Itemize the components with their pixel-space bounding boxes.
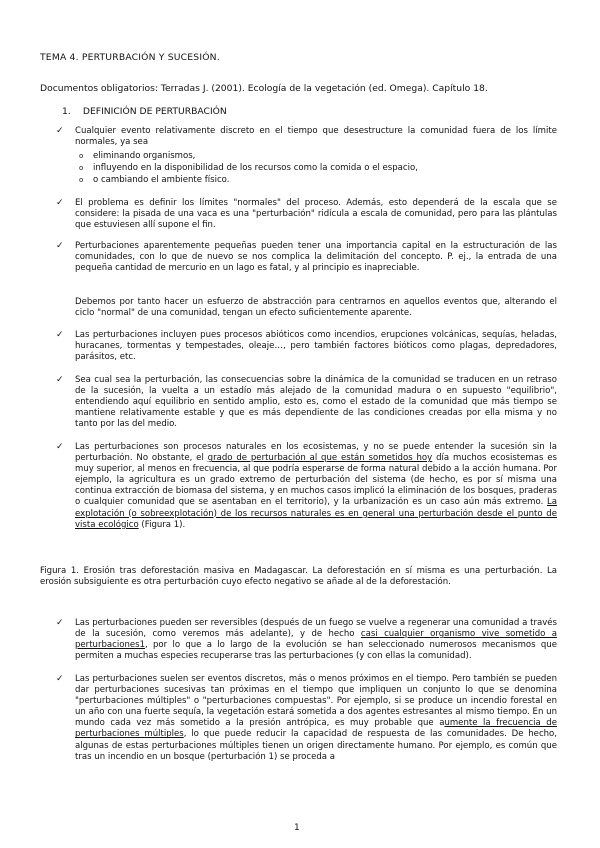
- checkmark-icon: ✓: [56, 241, 64, 251]
- document-title: TEMA 4. PERTURBACIÓN Y SUCESIÓN.: [40, 52, 220, 63]
- checkmark-icon: ✓: [56, 618, 64, 628]
- circle-bullet-icon: o: [79, 164, 84, 172]
- figure-caption: Figura 1. Erosión tras deforestación masiva en Madagascar. La deforestación en sí misma es una perturbación. La erosión subsiguiente es otra perturbación cuyo efecto negativo se añade al de la deforestación.: [40, 566, 557, 588]
- section-number: 1.: [62, 106, 71, 117]
- circle-bullet-icon: o: [79, 176, 84, 184]
- section-heading: [62, 106, 227, 117]
- section-title: DEFINICIÓN DE PERTURBACIÓN: [82, 106, 227, 117]
- underlined-text: umente la frecuencia de perturbaciones múltiples: [75, 718, 557, 740]
- checkmark-icon: ✓: [56, 674, 64, 684]
- circle-bullet-icon: o: [79, 152, 84, 160]
- bullet-paragraph: Cualquier evento relativamente discreto en el tiempo que desestructure la comunidad fuera de los límite normales, ya sea: [75, 126, 557, 148]
- underlined-text: casi cualquier organismo vive sometido a perturbaciones1: [75, 629, 557, 651]
- bullet-paragraph: Perturbaciones aparentemente pequeñas pueden tener una importancia capital en la estructuración de las comunidades, con lo que de nuevo se nos complica la delimitación del concepto. P. ej., la entrada de una pequeña cantidad de mercurio en un lago es fatal, y al principio es inapreciable.: [75, 241, 557, 274]
- bullet-paragraph: El problema es definir los límites "normales" del proceso. Además, esto dependerá de la escala que se considere: la pisada de una vaca es una "perturbación" ridícula a escala de comunidad, pero para las plántulas que estuviesen allí supone el fin.: [75, 198, 557, 231]
- bullet-paragraph: Las perturbaciones pueden ser reversibles (después de un fuego se vuelve a regenerar una comunidad a través de la sucesión, como veremos más adelante), y de hecho casi cualquier organismo vive sometido a perturbaciones1, por lo que a lo largo de la evolución se han seleccionado numerosos mecanismos que permiten a muchas especies recuperarse tras las perturbaciones (y con ellas la comunidad).: [75, 618, 557, 662]
- underlined-text: La explotación (o sobreexplotación) de los recursos naturales es en general una perturbación desde el punto de vista ecológico: [75, 497, 557, 530]
- checkmark-icon: ✓: [56, 330, 64, 340]
- paragraph: Debemos por tanto hacer un esfuerzo de abstracción para centrarnos en aquellos eventos que, alterando el ciclo "normal" de una comunidad, tengan un efecto suficientemente aparente.: [75, 297, 557, 319]
- checkmark-icon: ✓: [56, 375, 64, 385]
- sub-list-item: o o cambiando el ambiente físico.: [79, 175, 230, 185]
- sub-list-item: o eliminando organismos,: [79, 151, 196, 161]
- underlined-text: grado de perturbación al que están sometidos hoy: [207, 453, 433, 464]
- bullet-paragraph: Sea cual sea la perturbación, las consecuencias sobre la dinámica de la comunidad se traducen en un retraso de la sucesión, la vuelta a un estadío más alejado de la comunidad madura o en supuesto "equilibrio", entendiendo aquí equilibrio en sentido amplio, esto es, como el estado de la comunidad que más tiempo se mantiene relativamente estable y que es más dependiente de las condiciones creadas por ella misma y no tanto por las del medio.: [75, 375, 557, 430]
- checkmark-icon: ✓: [56, 198, 64, 208]
- required-documents-line: Documentos obligatorios: Terradas J. (2001). Ecología de la vegetación (ed. Omega). Capítulo 18.: [40, 83, 488, 94]
- bullet-paragraph: Las perturbaciones son procesos naturales en los ecosistemas, y no se puede entender la sucesión sin la perturbación. No obstante, el grado de perturbación al que están sometidos hoy día muchos ecosistemas es muy superior, al menos en frecuencia, al que podría esperarse de forma natural debido a la acción humana. Por ejemplo, la agricultura es un grado extremo de perturbación del sistema (de hecho, es por sí misma una continua extracción de biomasa del sistema, y en muchos casos implicó la eliminación de los bosques, praderas o cualquier comunidad que se asentaban en el territorio), y la urbanización es un caso aún más extremo. La explotación (o sobreexplotación) de los recursos naturales es en general una perturbación desde el punto de vista ecológico (Figura 1).: [75, 442, 557, 530]
- bullet-paragraph: Las perturbaciones suelen ser eventos discretos, más o menos próximos en el tiempo. Pero también se pueden dar perturbaciones sucesivas tan próximas en el tiempo que impliquen un conjunto lo que se denomina "perturbaciones múltiples" o "perturbaciones compuestas". Por ejemplo, si se produce un incendio forestal en un año con una fuerte sequía, la vegetación estará sometida a dos agentes estresantes al mismo tiempo. En un mundo cada vez más sometido a la presión antrópica, es muy probable que aumente la frecuencia de perturbaciones múltiples, lo que puede reducir la capacidad de respuesta de las comunidades. De hecho, algunas de estas perturbaciones múltiples tienen un origen directamente humano. Por ejemplo, es común que tras un incendio en un bosque (perturbación 1) se proceda a: [75, 674, 558, 762]
- sub-list-item: o influyendo en la disponibilidad de los recursos como la comida o el espacio,: [79, 163, 418, 173]
- bullet-paragraph: Las perturbaciones incluyen pues procesos abióticos como incendios, erupciones volcánicas, sequías, heladas, huracanes, tormentas y tempestades, oleaje…, pero también factores bióticos como plagas, depredadores, parásitos, etc.: [75, 330, 557, 363]
- page-number: 1: [294, 823, 300, 833]
- checkmark-icon: ✓: [56, 442, 64, 452]
- checkmark-icon: ✓: [56, 126, 64, 136]
